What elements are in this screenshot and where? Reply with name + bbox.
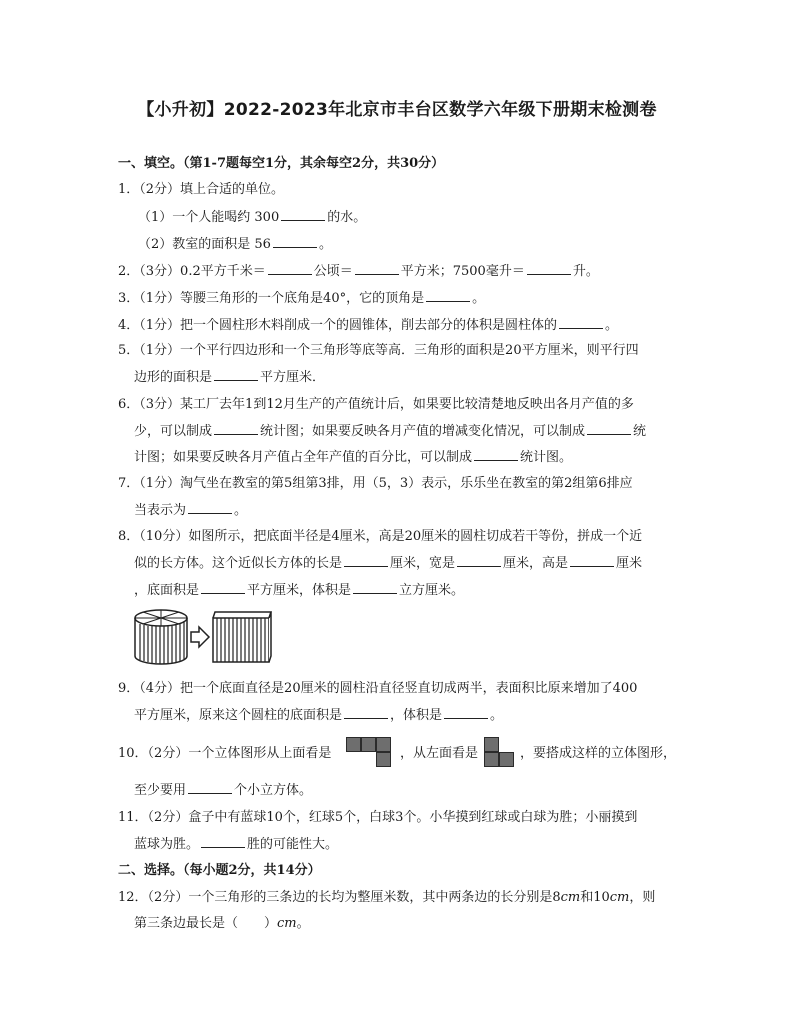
- question-2: [118, 262, 599, 281]
- question-9-line1: 9．（4分）把一个底面直径是20厘米的圆柱沿直径竖直切成两半，表面积比原来增加了400: [118, 681, 638, 696]
- section-note: （第1-7题每空1分，其余每空2分，共30分）: [183, 156, 445, 171]
- question-6-line1: 6．（3分）某工厂去年1到12月生产的产值统计后，如果要比较清楚地反映出各月产值的多: [118, 397, 634, 412]
- question-12-line1: [118, 889, 655, 907]
- question-text: 统计图。: [520, 450, 573, 465]
- question-text: 统: [633, 424, 647, 439]
- question-8-line2: [134, 554, 642, 573]
- answer-blank[interactable]: [201, 581, 245, 594]
- answer-blank[interactable]: [344, 706, 388, 719]
- top-view-icon: [346, 737, 394, 770]
- question-text: 和10: [580, 890, 610, 905]
- answer-blank[interactable]: [268, 262, 312, 275]
- answer-blank[interactable]: [355, 262, 399, 275]
- question-text: 公顷＝: [313, 264, 353, 279]
- answer-blank[interactable]: [587, 422, 631, 435]
- question-text: 厘米: [616, 556, 643, 571]
- question-3: [118, 289, 485, 308]
- question-text: ，体积是: [390, 708, 443, 723]
- answer-blank[interactable]: [214, 368, 258, 381]
- unit-cm: cm: [560, 890, 581, 905]
- question-text: 平方厘米，原来这个圆柱的底面积是: [134, 708, 343, 723]
- question-6-line3: [134, 448, 572, 467]
- question-text: 当表示为: [134, 503, 187, 518]
- question-text: 。: [234, 503, 248, 518]
- question-text: 边形的面积是: [134, 370, 213, 385]
- question-text: 升。: [572, 264, 599, 279]
- answer-blank[interactable]: [201, 835, 245, 848]
- question-6-line2: [134, 422, 646, 441]
- question-text: 平方米；7500毫升＝: [400, 264, 525, 279]
- question-text: 蓝球为胜。: [134, 837, 200, 852]
- unit-cm: cm: [277, 916, 297, 931]
- question-4: [118, 316, 618, 335]
- question-text: （1）一个人能喝约 300: [138, 210, 280, 225]
- cylinder-icon: [135, 610, 187, 664]
- question-8-line1: 8．（10分）如图所示，把底面半径是4厘米，高是20厘米的圆柱切成若干等份，拼成一个近: [118, 529, 643, 544]
- question-text: 的水。: [327, 210, 367, 225]
- section-note: （每小题2分，共14分）: [183, 863, 321, 878]
- question-1-sub1: [138, 208, 366, 227]
- question-text: 似的长方体。这个近似长方体的长是: [134, 556, 343, 571]
- question-text: 厘米，宽是: [390, 556, 456, 571]
- section-label: 二、选择。: [118, 863, 184, 878]
- answer-blank[interactable]: [188, 501, 232, 514]
- question-8-line3: [134, 581, 464, 600]
- question-text: 。: [490, 708, 504, 723]
- question-text: 少，可以制成: [134, 424, 213, 439]
- question-text: 厘米，高是: [503, 556, 569, 571]
- question-11-line1: 11．（2分）盒子中有蓝球10个，红球5个，白球3个。小华摸到红球或白球为胜；小丽摸到: [118, 810, 638, 825]
- section-heading-choice: [118, 862, 321, 880]
- answer-blank[interactable]: [188, 781, 232, 794]
- question-text: 至少要用: [134, 783, 187, 798]
- question-10-line1a: 10．（2分）一个立体图形从上面看是: [118, 746, 332, 761]
- question-text: 个小立方体。: [234, 783, 313, 798]
- page-title: 【小升初】2022-2023年北京市丰台区数学六年级下册期末检测卷: [137, 100, 657, 120]
- question-5-line1: 5．（1分）一个平行四边形和一个三角形等底等高．三角形的面积是20平方厘米，则平行四: [118, 343, 639, 358]
- question-10-line1c: ，要搭成这样的立体图形，: [520, 746, 677, 761]
- question-text: 2．（3分）0.2平方千米＝: [118, 264, 266, 279]
- answer-blank[interactable]: [474, 448, 518, 461]
- question-text: 。: [296, 916, 310, 931]
- question-text: 统计图；如果要反映各月产值的增减变化情况，可以制成: [260, 424, 586, 439]
- question-7-line1: 7．（1分）淘气坐在教室的第5组第3排，用（5，3）表示，乐乐坐在教室的第2组第6排应: [118, 476, 633, 491]
- answer-blank[interactable]: [527, 262, 571, 275]
- question-text: 平方厘米，体积是: [247, 583, 352, 598]
- question-text: 3．（1分）等腰三角形的一个底角是40°，它的顶角是: [118, 291, 425, 306]
- question-text: （2）教室的面积是 56: [138, 237, 271, 252]
- question-text: ，底面积是: [134, 583, 200, 598]
- answer-blank[interactable]: [426, 289, 470, 302]
- unit-cm: cm: [609, 890, 630, 905]
- section-heading-fill: [118, 155, 444, 173]
- left-view-icon: [484, 737, 517, 770]
- answer-blank[interactable]: [559, 316, 603, 329]
- question-text: 立方厘米。: [399, 583, 465, 598]
- question-text: 12．（2分）一个三角形的三条边的长均为整厘米数，其中两条边的长分别是8: [118, 890, 561, 905]
- question-text: 。: [472, 291, 486, 306]
- question-text: ，则: [629, 890, 656, 905]
- question-5-line2: [134, 368, 325, 387]
- question-7-line2: [134, 501, 247, 520]
- question-12-line2: [134, 915, 310, 933]
- answer-blank[interactable]: [273, 235, 317, 248]
- answer-blank[interactable]: [353, 581, 397, 594]
- answer-blank[interactable]: [281, 208, 325, 221]
- answer-blank[interactable]: [344, 554, 388, 567]
- question-text: 计图；如果要反映各月产值占全年产值的百分比，可以制成: [134, 450, 473, 465]
- question-11-line2: [134, 835, 338, 854]
- answer-blank[interactable]: [214, 422, 258, 435]
- question-text: 。: [318, 237, 332, 252]
- question-text: 。: [605, 318, 619, 333]
- question-text: 4．（1分）把一个圆柱形木料削成一个的圆锥体，削去部分的体积是圆柱体的: [118, 318, 558, 333]
- answer-blank[interactable]: [570, 554, 614, 567]
- arrow-right-icon: [191, 627, 209, 647]
- question-10-line1b: ，从左面看是: [400, 746, 479, 761]
- question-10-line2: [134, 781, 312, 800]
- question-1-stem: 1．（2分）填上合适的单位。: [118, 182, 285, 197]
- answer-blank[interactable]: [457, 554, 501, 567]
- question-text: 胜的可能性大。: [247, 837, 339, 852]
- answer-blank[interactable]: [444, 706, 488, 719]
- question-text: 第三条边最长是（ ）: [134, 916, 278, 931]
- question-9-line2: [134, 706, 503, 725]
- cuboid-icon: [213, 612, 271, 662]
- question-text: 平方厘米．: [260, 370, 326, 385]
- section-label: 一、填空。: [118, 156, 184, 171]
- question-1-sub2: [138, 235, 332, 254]
- cylinder-to-cuboid-figure: [133, 608, 273, 666]
